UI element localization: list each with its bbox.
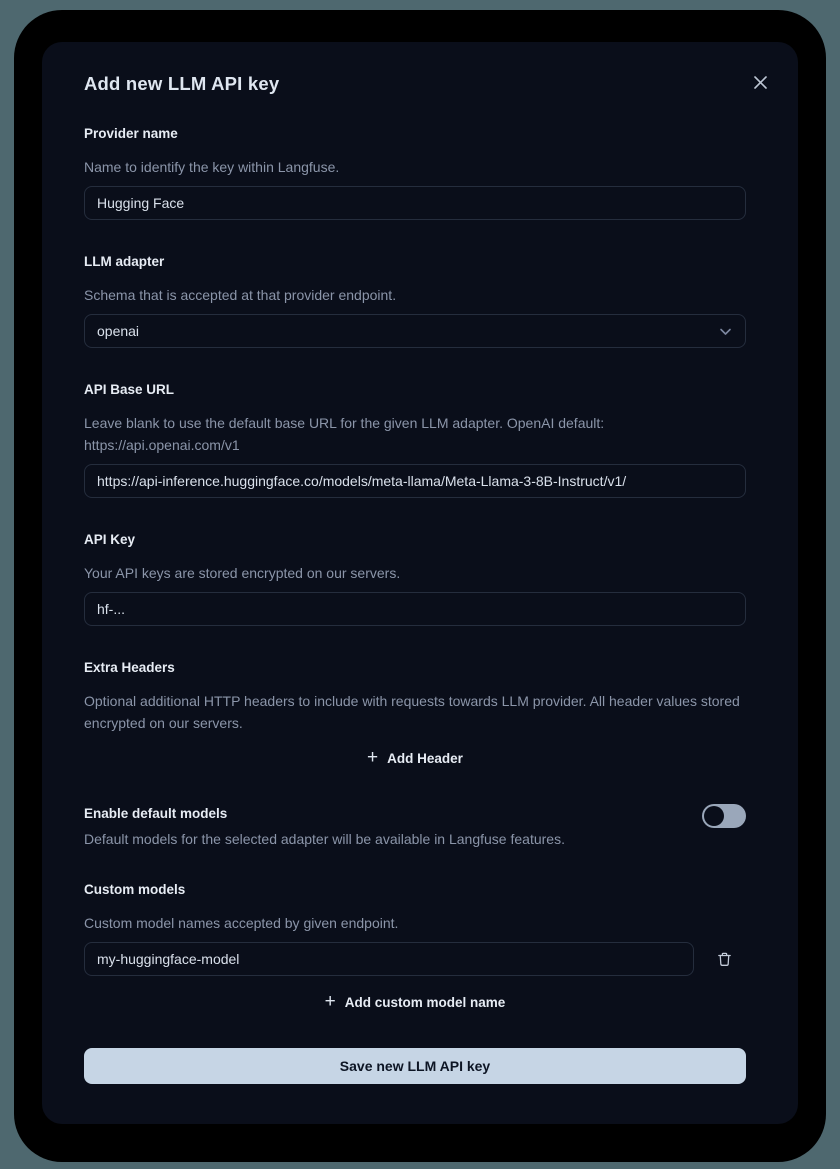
- api-base-url-section: [84, 382, 746, 498]
- add-header-button-label: Add Header: [387, 750, 463, 766]
- api-base-url-label: API Base URL: [84, 382, 175, 397]
- chevron-down-icon: [718, 324, 733, 339]
- api-key-label: API Key: [84, 532, 136, 547]
- llm-adapter-description: Schema that is accepted at that provider endpoint.: [84, 287, 397, 303]
- trash-icon: [716, 950, 733, 968]
- delete-custom-model-button[interactable]: [707, 942, 741, 976]
- plus-icon: +: [324, 990, 336, 1012]
- enable-default-models-texts: [84, 806, 565, 850]
- api-key-input[interactable]: [84, 592, 746, 626]
- enable-default-models-toggle[interactable]: [702, 804, 746, 828]
- add-custom-model-button[interactable]: [315, 988, 516, 1016]
- llm-adapter-select[interactable]: [84, 314, 746, 348]
- custom-model-row: [84, 942, 746, 976]
- custom-model-name-input[interactable]: [84, 942, 694, 976]
- llm-adapter-section: [84, 254, 746, 348]
- api-base-url-input[interactable]: [84, 464, 746, 498]
- plus-icon: +: [367, 746, 379, 768]
- add-custom-model-button-label: Add custom model name: [344, 994, 506, 1010]
- save-llm-api-key-button[interactable]: Save new LLM API key: [84, 1048, 746, 1084]
- llm-adapter-selected-value: openai: [97, 323, 140, 339]
- provider-name-label: Provider name: [84, 126, 178, 141]
- extra-headers-section: [84, 660, 746, 772]
- api-key-description: Your API keys are stored encrypted on our servers.: [84, 565, 401, 581]
- close-icon: [753, 75, 768, 90]
- provider-name-section: [84, 126, 746, 220]
- api-base-url-description: Leave blank to use the default base URL for the given LLM adapter. OpenAI default: https://api.openai.com/v1: [84, 415, 605, 453]
- modal-title: Add new LLM API key: [84, 73, 280, 94]
- enable-default-models-description: Default models for the selected adapter will be available in Langfuse features.: [84, 831, 565, 847]
- llm-adapter-label: LLM adapter: [84, 254, 165, 269]
- provider-name-input[interactable]: [84, 186, 746, 220]
- toggle-knob: [704, 806, 724, 826]
- custom-models-label: Custom models: [84, 882, 186, 897]
- close-button[interactable]: [750, 72, 770, 92]
- enable-default-models-section: [84, 806, 746, 850]
- provider-name-description: Name to identify the key within Langfuse.: [84, 159, 340, 175]
- custom-models-section: [84, 882, 746, 1016]
- extra-headers-description: Optional additional HTTP headers to include with requests towards LLM provider. All header values stored encrypted on our servers.: [84, 693, 740, 731]
- api-key-section: [84, 532, 746, 626]
- extra-headers-label: Extra Headers: [84, 660, 175, 675]
- enable-default-models-label: Enable default models: [84, 806, 228, 821]
- add-header-button[interactable]: [357, 744, 473, 772]
- add-llm-api-key-modal: [42, 42, 798, 1124]
- custom-models-description: Custom model names accepted by given endpoint.: [84, 915, 399, 931]
